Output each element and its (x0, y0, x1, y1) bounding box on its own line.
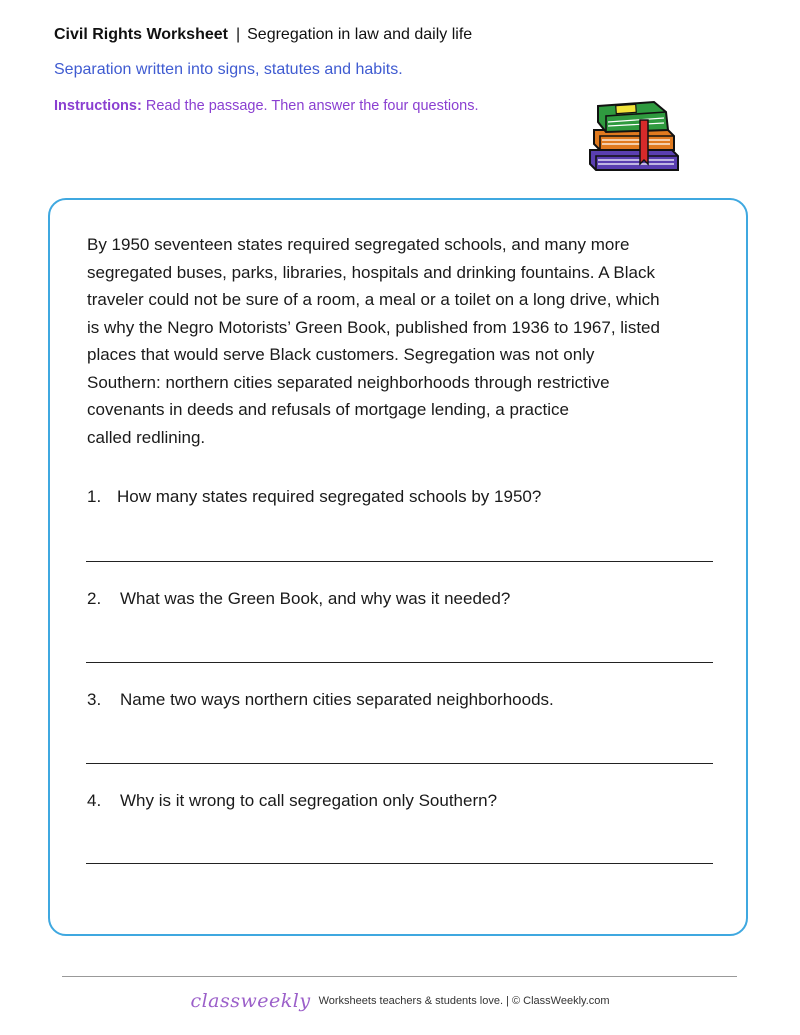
bookmark (640, 120, 648, 164)
answer-line-1[interactable] (86, 561, 713, 562)
question-number: 3. (87, 690, 102, 709)
answer-line-3[interactable] (86, 763, 713, 764)
top-book (598, 102, 668, 132)
question-1 (87, 487, 541, 507)
worksheet-title: Civil Rights Worksheet (54, 26, 228, 43)
brand-logo: classweekly (190, 990, 311, 1012)
footer (0, 990, 800, 1012)
question-text: Name two ways northern cities separated neighborhoods. (120, 690, 554, 709)
instructions (54, 98, 479, 114)
worksheet-subtitle: Separation written into signs, statutes and habits. (54, 61, 403, 78)
worksheet-header (54, 26, 472, 44)
question-text: What was the Green Book, and why was it needed? (120, 589, 511, 608)
question-number: 1. (87, 487, 102, 506)
question-text: How many states required segregated schools by 1950? (117, 487, 542, 506)
footer-divider (62, 976, 737, 977)
header-separator: | (235, 26, 241, 43)
reading-passage (87, 231, 717, 451)
instructions-text: Read the passage. Then answer the four questions. (145, 98, 479, 114)
question-text: Why is it wrong to call segregation only Southern? (120, 791, 498, 810)
passage-line: segregated buses, parks, libraries, hospitals and drinking fountains. A Black (87, 262, 655, 282)
passage-line: covenants in deeds and refusals of mortgage lending, a practice (87, 400, 569, 419)
passage-line: is why the Negro Motorists’ Green Book, published from 1936 to 1967, listed (87, 317, 660, 337)
question-number: 4. (87, 791, 102, 810)
passage-line: places that would serve Black customers. Segregation was not only (87, 345, 595, 364)
passage-line: traveler could not be sure of a room, a meal or a toilet on a long drive, which (87, 290, 660, 309)
passage-line: Southern: northern cities separated neighborhoods through restrictive (87, 372, 610, 392)
question-number: 2. (87, 589, 102, 608)
bottom-book (590, 150, 678, 170)
passage-line: By 1950 seventeen states required segregated schools, and many more (87, 235, 630, 254)
question-3 (87, 690, 554, 710)
worksheet-topic: Segregation in law and daily life (247, 26, 473, 43)
question-2 (87, 589, 510, 609)
answer-line-2[interactable] (86, 662, 713, 663)
question-4 (87, 791, 497, 811)
stack-of-books-icon (584, 98, 684, 180)
passage-line: called redlining. (87, 427, 206, 447)
footer-tagline: Worksheets teachers & students love. | © ClassWeekly.com (318, 995, 610, 1007)
instructions-label: Instructions: (54, 98, 142, 114)
answer-line-4[interactable] (86, 863, 713, 864)
